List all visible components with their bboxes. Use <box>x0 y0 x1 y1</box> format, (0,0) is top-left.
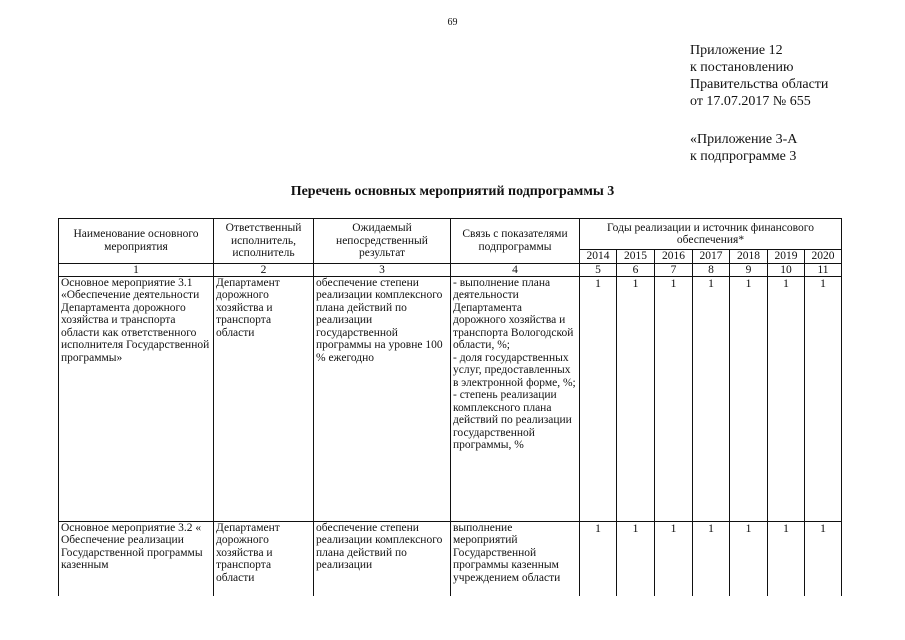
appendix-block <box>690 42 828 110</box>
column-number: 10 <box>768 263 805 276</box>
column-number: 8 <box>693 263 730 276</box>
year-header: 2014 <box>580 250 617 264</box>
activity-executor: Департамент дорожного хозяйства и транспорта области <box>214 276 314 521</box>
column-number: 4 <box>451 263 580 276</box>
header-executor: Ответственный исполнитель, исполнитель <box>214 219 314 264</box>
year-header: 2020 <box>805 250 842 264</box>
appendix-line: Правительства области <box>690 77 829 92</box>
year-value: 1 <box>617 521 655 601</box>
header-years-group: Годы реализации и источник финансового обеспечения* <box>580 219 842 250</box>
year-value: 1 <box>730 521 768 601</box>
header-link: Связь с показателями подпрограммы <box>451 219 580 264</box>
year-value: 1 <box>655 276 693 521</box>
year-value: 1 <box>580 521 617 601</box>
activity-executor: Департамент дорожного хозяйства и транспорта области <box>214 521 314 601</box>
page-bottom-margin <box>0 596 905 640</box>
activity-link: - выполнение плана деятельности Департамента дорожного хозяйства и транспорта Вологодской области, %; - доля государственных услуг, предоставленных в электронной форме, %; - степень реализации комплексного плана действий по реализации государственной программы, % <box>451 276 580 521</box>
year-value: 1 <box>655 521 693 601</box>
activity-result: обеспечение степени реализации комплексного плана действий по реализации <box>314 521 451 601</box>
column-number: 7 <box>655 263 693 276</box>
activities-table <box>58 218 842 602</box>
appendix-line: к постановлению <box>690 60 794 75</box>
column-number-row <box>59 263 842 276</box>
activity-name: Основное мероприятие 3.1 «Обеспечение деятельности Департамента дорожного хозяйства и транспорта области как ответственного исполнителя Государственной программы» <box>59 276 214 521</box>
appendix-line: к подпрограмме 3 <box>690 149 797 164</box>
year-value: 1 <box>805 521 842 601</box>
year-value: 1 <box>693 521 730 601</box>
year-header: 2019 <box>768 250 805 264</box>
document-title: Перечень основных мероприятий подпрограммы 3 <box>290 184 615 199</box>
column-number: 6 <box>617 263 655 276</box>
activity-name: Основное мероприятие 3.2 « Обеспечение реализации Государственной программы казенным <box>59 521 214 601</box>
year-value: 1 <box>580 276 617 521</box>
column-number: 11 <box>805 263 842 276</box>
column-number: 3 <box>314 263 451 276</box>
year-header: 2017 <box>693 250 730 264</box>
header-name: Наименование основного мероприятия <box>59 219 214 264</box>
year-value: 1 <box>768 521 805 601</box>
year-value: 1 <box>768 276 805 521</box>
year-value: 1 <box>617 276 655 521</box>
column-number: 2 <box>214 263 314 276</box>
year-header: 2016 <box>655 250 693 264</box>
appendix-line: Приложение 12 <box>690 43 783 58</box>
table-row <box>59 276 842 521</box>
activity-link: выполнение мероприятий Государственной программы казенным учреждением области <box>451 521 580 601</box>
year-value: 1 <box>693 276 730 521</box>
year-value: 1 <box>730 276 768 521</box>
appendix-line: от 17.07.2017 № 655 <box>690 94 811 109</box>
column-number: 9 <box>730 263 768 276</box>
appendix-line: «Приложение 3-А <box>690 132 798 147</box>
page-number: 69 <box>447 17 458 28</box>
column-number: 1 <box>59 263 214 276</box>
year-header: 2015 <box>617 250 655 264</box>
column-number: 5 <box>580 263 617 276</box>
appendix-subblock <box>690 131 797 165</box>
year-value: 1 <box>805 276 842 521</box>
table-row <box>59 521 842 601</box>
header-result: Ожидаемый непосредственный результат <box>314 219 451 264</box>
year-header: 2018 <box>730 250 768 264</box>
activity-result: обеспечение степени реализации комплексного плана действий по реализации государственной программы на уровне 100 % ежегодно <box>314 276 451 521</box>
